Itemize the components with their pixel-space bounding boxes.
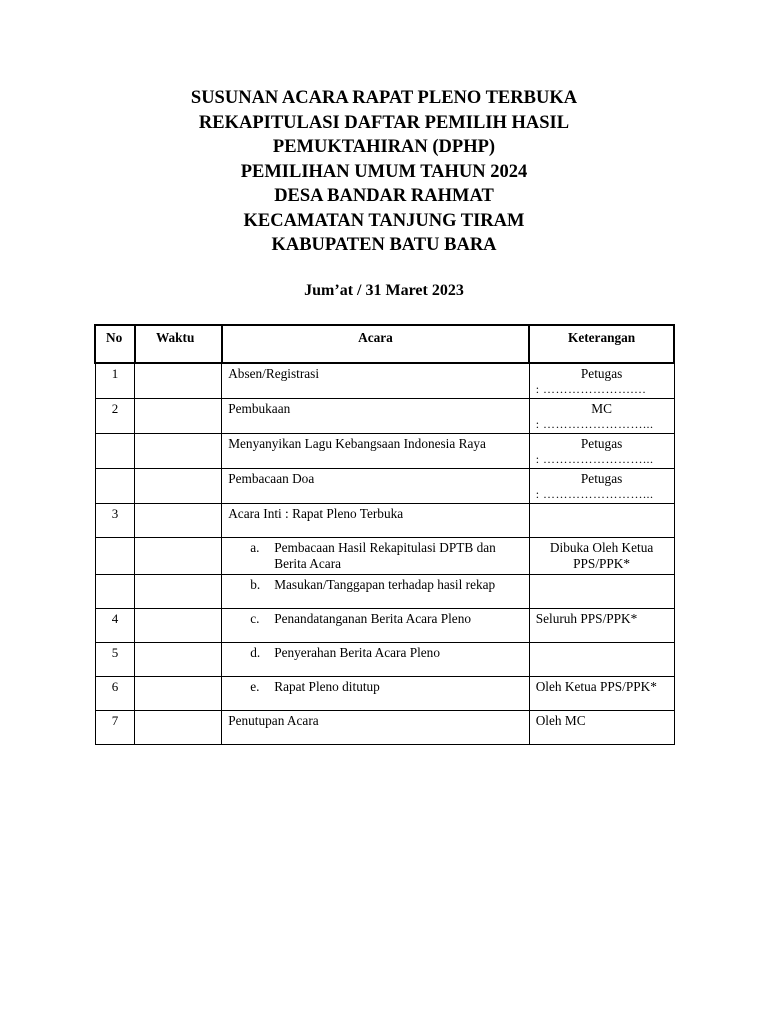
row-keterangan (529, 434, 674, 469)
keterangan-title: Petugas (580, 471, 623, 486)
row-keterangan (529, 504, 674, 538)
table-row (95, 677, 674, 711)
row-keterangan (529, 575, 674, 609)
keterangan-dots: : ……………………... (535, 417, 654, 431)
table-row (95, 469, 674, 504)
table-row (95, 643, 674, 677)
row-waktu (135, 643, 222, 677)
row-no (95, 434, 135, 469)
row-waktu (135, 363, 222, 399)
table-row (95, 538, 674, 575)
keterangan-dots: : ………………….… (535, 382, 647, 396)
sub-item (228, 540, 523, 572)
document-title (0, 86, 768, 258)
row-waktu (135, 469, 222, 504)
header-keterangan: Keterangan (529, 325, 674, 363)
row-keterangan (529, 469, 674, 504)
sub-item-letter: a. (250, 540, 260, 555)
row-keterangan: Oleh Ketua PPS/PPK* (529, 677, 674, 711)
title-line: SUSUNAN ACARA RAPAT PLENO TERBUKA (190, 88, 578, 108)
row-no: 7 (95, 711, 135, 745)
event-date: Jum’at / 31 Maret 2023 (304, 282, 464, 299)
row-acara: Menyanyikan Lagu Kebangsaan Indonesia Raya (222, 434, 530, 469)
sub-item (228, 611, 523, 627)
keterangan-title: Petugas (580, 436, 623, 451)
agenda-table (94, 324, 675, 745)
row-no: 1 (95, 363, 135, 399)
row-no: 5 (95, 643, 135, 677)
sub-item (228, 577, 523, 593)
row-no (95, 538, 135, 575)
table-row (95, 363, 674, 399)
keterangan-dots: : ……………………... (535, 452, 654, 466)
table-header-row (95, 325, 674, 363)
row-waktu (135, 399, 222, 434)
sub-item-text: Pembacaan Hasil Rekapitulasi DPTB dan Berita Acara (274, 540, 496, 571)
row-waktu (135, 575, 222, 609)
row-no: 3 (95, 504, 135, 538)
table-row (95, 575, 674, 609)
sub-item-letter: d. (250, 645, 261, 660)
row-keterangan: Oleh MC (529, 711, 674, 745)
row-waktu (135, 538, 222, 575)
table-row (95, 399, 674, 434)
row-keterangan (529, 538, 674, 575)
sub-item (228, 645, 523, 661)
sub-item-letter: c. (250, 611, 260, 626)
row-acara (222, 609, 530, 643)
table-row (95, 711, 674, 745)
header-no: No (95, 325, 135, 363)
row-keterangan: Seluruh PPS/PPK* (529, 609, 674, 643)
row-acara (222, 643, 530, 677)
title-line: KABUPATEN BATU BARA (271, 235, 497, 255)
row-waktu (135, 434, 222, 469)
keterangan-title: Petugas (580, 366, 623, 381)
table-row (95, 434, 674, 469)
sub-item (228, 679, 523, 695)
row-waktu (135, 711, 222, 745)
row-waktu (135, 609, 222, 643)
row-acara (222, 575, 530, 609)
row-no: 4 (95, 609, 135, 643)
keterangan-dots: : ……………………... (535, 487, 654, 501)
header-acara: Acara (222, 325, 530, 363)
keterangan-title: MC (591, 401, 612, 416)
table-row (95, 504, 674, 538)
row-no: 2 (95, 399, 135, 434)
keterangan-title: Dibuka Oleh Ketua PPS/PPK* (549, 540, 654, 571)
header-waktu: Waktu (135, 325, 222, 363)
row-acara: Absen/Registrasi (222, 363, 530, 399)
row-keterangan (529, 363, 674, 399)
table-row (95, 609, 674, 643)
row-keterangan (529, 643, 674, 677)
row-acara: Pembukaan (222, 399, 530, 434)
title-line: KECAMATAN TANJUNG TIRAM (243, 210, 525, 231)
sub-item-text: Masukan/Tanggapan terhadap hasil rekap (274, 577, 496, 592)
title-line: DESA BANDAR RAHMAT (274, 186, 494, 206)
title-line: PEMILIHAN UMUM TAHUN 2024 (240, 161, 528, 182)
row-waktu (135, 677, 222, 711)
sub-item-text: Rapat Pleno ditutup (274, 679, 380, 694)
title-line: REKAPITULASI DAFTAR PEMILIH HASIL (198, 112, 570, 133)
row-acara (222, 538, 530, 575)
row-acara: Penutupan Acara (222, 711, 530, 745)
sub-item-text: Penyerahan Berita Acara Pleno (274, 645, 440, 660)
row-acara: Pembacaan Doa (222, 469, 530, 504)
row-no: 6 (95, 677, 135, 711)
sub-item-text: Penandatanganan Berita Acara Pleno (274, 611, 471, 626)
row-no (95, 575, 135, 609)
sub-item-letter: b. (250, 577, 261, 592)
row-acara: Acara Inti : Rapat Pleno Terbuka (222, 504, 530, 538)
row-waktu (135, 504, 222, 538)
sub-item-letter: e. (250, 679, 260, 694)
row-acara (222, 677, 530, 711)
row-keterangan (529, 399, 674, 434)
row-no (95, 469, 135, 504)
title-line: PEMUKTAHIRAN (DPHP) (272, 137, 496, 157)
